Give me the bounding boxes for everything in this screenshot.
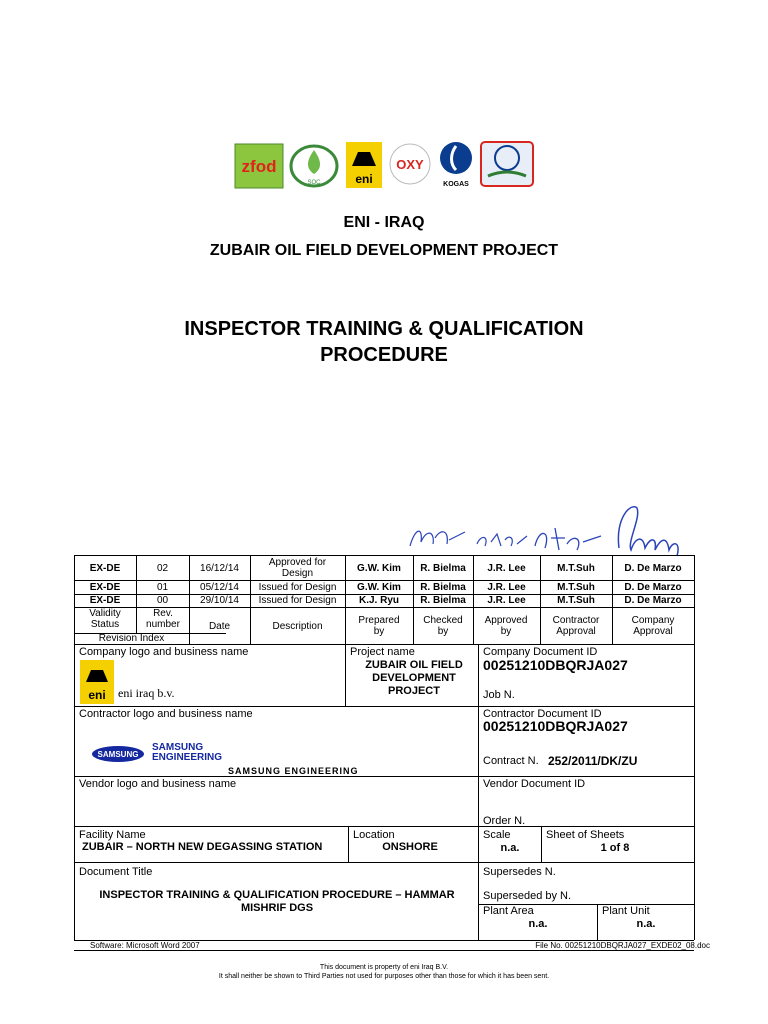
rev-checked: R. Bielma — [420, 582, 466, 593]
header-revision-index: Revision Index — [98, 633, 165, 644]
scale-value: n.a. — [500, 842, 520, 854]
contractor-doc-id: 00251210DBQRJA027 — [483, 718, 628, 734]
soc-logo-text: SOC — [307, 180, 321, 186]
rev-contractor: M.T.Suh — [557, 582, 595, 593]
rev-prepared: G.W. Kim — [357, 563, 401, 574]
rev-approved: J.R. Lee — [487, 563, 526, 574]
facility-label: Facility Name — [79, 829, 146, 841]
contractor-doc-id-label: Contractor Document ID — [483, 708, 602, 720]
footer-property-note: This document is property of eni Iraq B.V. — [319, 964, 449, 971]
rev-prepared: K.J. Ryu — [358, 595, 399, 606]
zfod-logo-text: zfod — [241, 157, 277, 176]
doc-title-value: INSPECTOR TRAINING & QUALIFICATION PROCEDURE – HAMMAR MISHRIF DGS — [99, 889, 455, 914]
rev-approved: J.R. Lee — [487, 595, 526, 606]
rev-company: D. De Marzo — [624, 582, 682, 593]
rev-company: D. De Marzo — [624, 595, 682, 606]
header-date: Date — [208, 621, 231, 632]
document-title — [0, 316, 768, 368]
title-project: ZUBAIR OIL FIELD DEVELOPMENT PROJECT — [209, 242, 559, 259]
header-contractor-approval: Contractor Approval — [552, 615, 600, 637]
scale-label: Scale — [483, 829, 511, 841]
doc-title-label: Document Title — [79, 866, 153, 878]
samsung-logo-icon — [91, 745, 145, 763]
rev-company: D. De Marzo — [624, 563, 682, 574]
plant-area-value: n.a. — [528, 918, 548, 930]
rev-prepared: G.W. Kim — [357, 582, 401, 593]
vendor-doc-id-label: Vendor Document ID — [483, 778, 586, 790]
oxy-logo-text: OXY — [396, 157, 424, 172]
company-doc-id: 00251210DBQRJA027 — [483, 657, 628, 673]
soc-logo-icon — [289, 138, 339, 190]
project-name-label: Project name — [350, 646, 415, 658]
company-name: eni iraq b.v. — [118, 686, 175, 700]
file-number: File No. 00251210DBQRJA027_EXDE02_08.doc — [535, 941, 710, 950]
software-note: Software: Microsoft Word 2007 — [90, 941, 200, 950]
contract-label: Contract N. — [483, 755, 539, 767]
eni-company-logo-icon — [80, 660, 114, 704]
partner-logos — [234, 138, 534, 190]
rev-checked: R. Bielma — [420, 595, 466, 606]
rev-status: EX-DE — [89, 582, 121, 593]
rev-contractor: M.T.Suh — [557, 563, 595, 574]
location-value: ONSHORE — [382, 841, 438, 853]
project-name: ZUBAIR OIL FIELD DEVELOPMENT PROJECT — [365, 659, 463, 697]
sheet-label: Sheet of Sheets — [546, 829, 625, 841]
contractor-logo-label: Contractor logo and business name — [79, 708, 253, 720]
superseded-by-label: Superseded by N. — [483, 890, 572, 902]
header-prepared-by: Prepared by — [358, 615, 400, 637]
rev-date: 05/12/14 — [200, 582, 239, 593]
rev-checked: R. Bielma — [420, 563, 466, 574]
samsung-engineering-logotype — [152, 743, 252, 763]
oxy-logo-icon — [388, 138, 432, 190]
header-validity-status: Validity Status — [89, 608, 121, 630]
plant-unit-label: Plant Unit — [602, 905, 650, 917]
rev-description: Issued for Design — [258, 595, 337, 606]
contract-value: 252/2011/DK/ZU — [548, 754, 638, 768]
facility-value: ZUBAIR – NORTH NEW DEGASSING STATION — [82, 841, 323, 853]
job-label: Job N. — [483, 689, 515, 701]
location-label: Location — [353, 829, 395, 841]
rev-date: 29/10/14 — [200, 595, 239, 606]
footer-confidentiality-note: It shall neither be shown to Third Parties not used for purposes other than those for which it has been sent. — [218, 973, 550, 980]
rev-date: 16/12/14 — [200, 563, 239, 574]
vendor-logo-label: Vendor logo and business name — [79, 778, 237, 790]
plant-area-label: Plant Area — [483, 905, 534, 917]
eni-logo-icon — [344, 138, 384, 190]
rev-contractor: M.T.Suh — [557, 595, 595, 606]
order-label: Order N. — [483, 815, 526, 827]
signatures-icon — [405, 498, 695, 560]
header-rev-number: Rev. number — [146, 608, 180, 630]
contractor-name: SAMSUNG ENGINEERING — [228, 766, 359, 776]
mio-logo-icon — [480, 138, 534, 190]
header-approved-by: Approved by — [484, 615, 528, 637]
header-checked-by: Checked by — [423, 615, 463, 637]
header-description: Description — [272, 621, 323, 632]
title-company: ENI - IRAQ — [343, 214, 425, 231]
kogas-logo-text: KOGAS — [443, 181, 469, 188]
rev-status: EX-DE — [89, 563, 121, 574]
rev-status: EX-DE — [89, 595, 121, 606]
samsung-engineering-line-1: SAMSUNG — [152, 742, 204, 753]
rev-approved: J.R. Lee — [487, 582, 526, 593]
samsung-engineering-line-2: ENGINEERING — [152, 752, 223, 763]
eni-company-logo-text: eni — [88, 688, 106, 702]
samsung-logo-text: SAMSUNG — [97, 750, 139, 759]
plant-unit-value: n.a. — [636, 918, 656, 930]
rev-number: 02 — [156, 563, 169, 574]
rev-description: Issued for Design — [258, 582, 337, 593]
rev-number: 01 — [156, 582, 169, 593]
rev-number: 00 — [156, 595, 169, 606]
header-company-approval: Company Approval — [631, 615, 675, 637]
kogas-logo-icon — [436, 138, 476, 190]
sheet-value: 1 of 8 — [600, 842, 630, 854]
eni-logo-text: eni — [355, 172, 373, 186]
company-doc-id-label: Company Document ID — [483, 646, 598, 658]
document-title-line-1: INSPECTOR TRAINING & QUALIFICATION — [184, 318, 584, 340]
rev-description: Approved for Design — [268, 557, 327, 579]
document-title-line-2: PROCEDURE — [320, 344, 448, 366]
supersedes-label: Supersedes N. — [483, 866, 556, 878]
zfod-logo-icon — [234, 138, 284, 190]
company-logo-label: Company logo and business name — [79, 646, 249, 658]
